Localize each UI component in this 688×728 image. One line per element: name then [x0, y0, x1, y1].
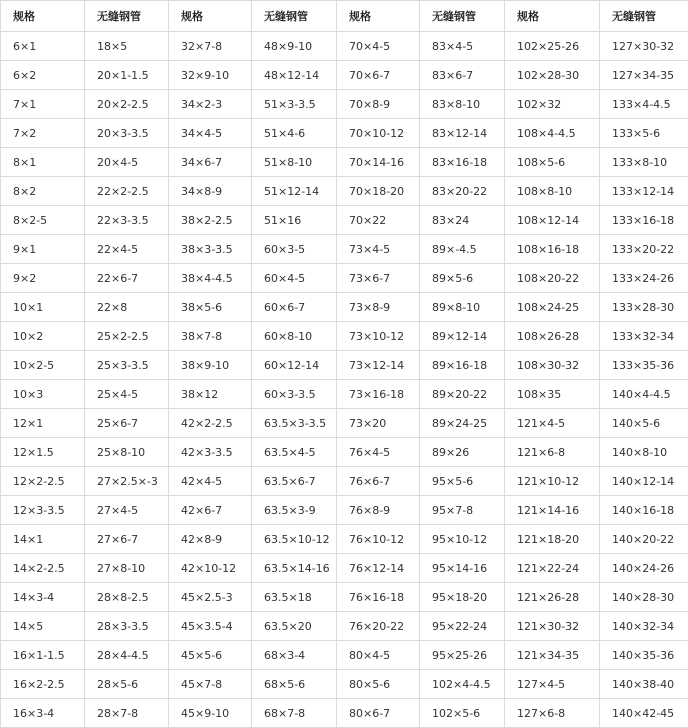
table-row	[1, 583, 688, 612]
spec-cell: 73×20	[337, 409, 420, 438]
table-row	[1, 32, 688, 61]
spec-cell: 9×2	[1, 264, 85, 293]
header-seamless-pipe: 无缝钢管	[600, 1, 688, 32]
seamless-pipe-cell: 102×4-4.5	[420, 670, 505, 699]
seamless-pipe-cell: 140×42-45	[600, 699, 688, 728]
seamless-pipe-cell: 89×8-10	[420, 293, 505, 322]
seamless-pipe-cell: 127×30-32	[600, 32, 688, 61]
spec-cell: 70×10-12	[337, 119, 420, 148]
spec-cell: 108×12-14	[505, 206, 600, 235]
seamless-pipe-cell: 95×25-26	[420, 641, 505, 670]
seamless-pipe-cell: 22×2-2.5	[85, 177, 169, 206]
spec-cell: 38×12	[169, 380, 252, 409]
seamless-pipe-cell: 95×18-20	[420, 583, 505, 612]
seamless-pipe-cell: 51×12-14	[252, 177, 337, 206]
header-seamless-pipe: 无缝钢管	[252, 1, 337, 32]
table-row	[1, 554, 688, 583]
spec-cell: 108×30-32	[505, 351, 600, 380]
spec-cell: 8×2-5	[1, 206, 85, 235]
spec-cell: 70×14-16	[337, 148, 420, 177]
spec-cell: 121×6-8	[505, 438, 600, 467]
table-row	[1, 409, 688, 438]
spec-cell: 45×2.5-3	[169, 583, 252, 612]
spec-cell: 34×4-5	[169, 119, 252, 148]
header-spec: 规格	[169, 1, 252, 32]
header-spec: 规格	[1, 1, 85, 32]
header-seamless-pipe: 无缝钢管	[420, 1, 505, 32]
seamless-pipe-cell: 22×8	[85, 293, 169, 322]
header-spec: 规格	[337, 1, 420, 32]
seamless-pipe-cell: 133×8-10	[600, 148, 688, 177]
seamless-pipe-cell: 63.5×20	[252, 612, 337, 641]
table-row	[1, 322, 688, 351]
spec-cell: 121×26-28	[505, 583, 600, 612]
spec-cell: 42×2-2.5	[169, 409, 252, 438]
seamless-pipe-cell: 51×4-6	[252, 119, 337, 148]
seamless-pipe-cell: 95×22-24	[420, 612, 505, 641]
spec-cell: 80×5-6	[337, 670, 420, 699]
seamless-pipe-cell: 28×7-8	[85, 699, 169, 728]
spec-cell: 102×28-30	[505, 61, 600, 90]
seamless-pipe-cell: 25×8-10	[85, 438, 169, 467]
spec-cell: 108×16-18	[505, 235, 600, 264]
table-row	[1, 61, 688, 90]
seamless-pipe-cell: 140×32-34	[600, 612, 688, 641]
header-spec: 规格	[505, 1, 600, 32]
spec-cell: 121×4-5	[505, 409, 600, 438]
table-row	[1, 467, 688, 496]
spec-cell: 108×35	[505, 380, 600, 409]
seamless-pipe-cell: 133×20-22	[600, 235, 688, 264]
spec-cell: 12×1	[1, 409, 85, 438]
spec-cell: 16×2-2.5	[1, 670, 85, 699]
seamless-pipe-cell: 28×5-6	[85, 670, 169, 699]
seamless-pipe-cell: 63.5×3-9	[252, 496, 337, 525]
seamless-pipe-cell: 60×12-14	[252, 351, 337, 380]
spec-cell: 16×3-4	[1, 699, 85, 728]
seamless-pipe-cell: 51×8-10	[252, 148, 337, 177]
seamless-pipe-cell: 127×34-35	[600, 61, 688, 90]
seamless-pipe-cell: 27×6-7	[85, 525, 169, 554]
seamless-pipe-cell: 63.5×10-12	[252, 525, 337, 554]
spec-cell: 108×4-4.5	[505, 119, 600, 148]
spec-cell: 12×1.5	[1, 438, 85, 467]
spec-cell: 32×7-8	[169, 32, 252, 61]
seamless-pipe-cell: 63.5×6-7	[252, 467, 337, 496]
spec-cell: 42×10-12	[169, 554, 252, 583]
seamless-pipe-cell: 133×32-34	[600, 322, 688, 351]
spec-cell: 121×10-12	[505, 467, 600, 496]
table-row	[1, 438, 688, 467]
spec-cell: 12×2-2.5	[1, 467, 85, 496]
seamless-pipe-cell: 102×5-6	[420, 699, 505, 728]
spec-cell: 76×4-5	[337, 438, 420, 467]
seamless-pipe-cell: 28×8-2.5	[85, 583, 169, 612]
spec-cell: 73×16-18	[337, 380, 420, 409]
seamless-pipe-cell: 140×16-18	[600, 496, 688, 525]
seamless-pipe-cell: 140×38-40	[600, 670, 688, 699]
spec-cell: 14×5	[1, 612, 85, 641]
spec-cell: 14×3-4	[1, 583, 85, 612]
seamless-pipe-cell: 133×35-36	[600, 351, 688, 380]
table-header	[1, 1, 688, 32]
table-row	[1, 264, 688, 293]
seamless-pipe-cell: 83×20-22	[420, 177, 505, 206]
table-row	[1, 235, 688, 264]
seamless-pipe-cell: 140×35-36	[600, 641, 688, 670]
seamless-pipe-cell: 51×16	[252, 206, 337, 235]
spec-cell: 10×2	[1, 322, 85, 351]
seamless-pipe-cell: 140×24-26	[600, 554, 688, 583]
spec-cell: 76×6-7	[337, 467, 420, 496]
seamless-pipe-cell: 63.5×18	[252, 583, 337, 612]
seamless-pipe-cell: 140×5-6	[600, 409, 688, 438]
spec-cell: 70×6-7	[337, 61, 420, 90]
table-row	[1, 351, 688, 380]
table-row	[1, 525, 688, 554]
spec-cell: 108×26-28	[505, 322, 600, 351]
spec-cell: 10×1	[1, 293, 85, 322]
header-seamless-pipe: 无缝钢管	[85, 1, 169, 32]
seamless-pipe-cell: 20×2-2.5	[85, 90, 169, 119]
seamless-pipe-cell: 22×4-5	[85, 235, 169, 264]
seamless-pipe-cell: 140×8-10	[600, 438, 688, 467]
spec-cell: 108×20-22	[505, 264, 600, 293]
seamless-pipe-cell: 133×24-26	[600, 264, 688, 293]
spec-cell: 38×9-10	[169, 351, 252, 380]
seamless-pipe-cell: 95×14-16	[420, 554, 505, 583]
table-body	[1, 32, 688, 728]
spec-cell: 32×9-10	[169, 61, 252, 90]
table-row	[1, 177, 688, 206]
spec-cell: 76×8-9	[337, 496, 420, 525]
seamless-pipe-cell: 51×3-3.5	[252, 90, 337, 119]
seamless-pipe-cell: 133×16-18	[600, 206, 688, 235]
spec-cell: 10×3	[1, 380, 85, 409]
seamless-pipe-cell: 27×8-10	[85, 554, 169, 583]
spec-cell: 73×4-5	[337, 235, 420, 264]
spec-cell: 70×18-20	[337, 177, 420, 206]
seamless-pipe-cell: 140×20-22	[600, 525, 688, 554]
seamless-pipe-cell: 83×16-18	[420, 148, 505, 177]
table-row	[1, 670, 688, 699]
seamless-pipe-cell: 63.5×3-3.5	[252, 409, 337, 438]
spec-cell: 45×7-8	[169, 670, 252, 699]
spec-cell: 76×10-12	[337, 525, 420, 554]
spec-cell: 102×25-26	[505, 32, 600, 61]
seamless-pipe-cell: 25×6-7	[85, 409, 169, 438]
table-row	[1, 641, 688, 670]
spec-cell: 76×12-14	[337, 554, 420, 583]
spec-cell: 121×30-32	[505, 612, 600, 641]
spec-cell: 10×2-5	[1, 351, 85, 380]
spec-cell: 42×6-7	[169, 496, 252, 525]
table-row	[1, 206, 688, 235]
seamless-pipe-cell: 133×5-6	[600, 119, 688, 148]
seamless-pipe-cell: 89×12-14	[420, 322, 505, 351]
seamless-pipe-cell: 140×12-14	[600, 467, 688, 496]
seamless-pipe-cell: 63.5×14-16	[252, 554, 337, 583]
seamless-pipe-cell: 133×12-14	[600, 177, 688, 206]
seamless-pipe-cell: 68×7-8	[252, 699, 337, 728]
spec-cell: 34×2-3	[169, 90, 252, 119]
spec-cell: 73×6-7	[337, 264, 420, 293]
seamless-pipe-cell: 63.5×4-5	[252, 438, 337, 467]
seamless-pipe-cell: 133×28-30	[600, 293, 688, 322]
spec-cell: 38×3-3.5	[169, 235, 252, 264]
spec-cell: 16×1-1.5	[1, 641, 85, 670]
seamless-pipe-cell: 83×6-7	[420, 61, 505, 90]
seamless-pipe-cell: 83×4-5	[420, 32, 505, 61]
seamless-pipe-cell: 18×5	[85, 32, 169, 61]
table-row	[1, 119, 688, 148]
spec-cell: 73×12-14	[337, 351, 420, 380]
spec-cell: 14×2-2.5	[1, 554, 85, 583]
spec-cell: 6×1	[1, 32, 85, 61]
seamless-pipe-cell: 60×6-7	[252, 293, 337, 322]
seamless-pipe-cell: 83×8-10	[420, 90, 505, 119]
spec-cell: 73×8-9	[337, 293, 420, 322]
table-row	[1, 612, 688, 641]
spec-cell: 42×8-9	[169, 525, 252, 554]
spec-cell: 108×24-25	[505, 293, 600, 322]
seamless-pipe-cell: 95×10-12	[420, 525, 505, 554]
spec-cell: 121×18-20	[505, 525, 600, 554]
spec-cell: 34×6-7	[169, 148, 252, 177]
table-row	[1, 90, 688, 119]
table-row	[1, 148, 688, 177]
seamless-pipe-cell: 20×3-3.5	[85, 119, 169, 148]
spec-cell: 8×2	[1, 177, 85, 206]
spec-cell: 38×2-2.5	[169, 206, 252, 235]
table-row	[1, 380, 688, 409]
spec-cell: 42×4-5	[169, 467, 252, 496]
seamless-pipe-cell: 60×3-5	[252, 235, 337, 264]
spec-cell: 76×20-22	[337, 612, 420, 641]
seamless-pipe-cell: 60×8-10	[252, 322, 337, 351]
spec-cell: 127×6-8	[505, 699, 600, 728]
spec-cell: 70×8-9	[337, 90, 420, 119]
seamless-pipe-cell: 89×-4.5	[420, 235, 505, 264]
spec-cell: 73×10-12	[337, 322, 420, 351]
spec-cell: 80×6-7	[337, 699, 420, 728]
spec-cell: 7×1	[1, 90, 85, 119]
spec-cell: 121×22-24	[505, 554, 600, 583]
spec-cell: 45×9-10	[169, 699, 252, 728]
spec-cell: 102×32	[505, 90, 600, 119]
seamless-pipe-cell: 28×4-4.5	[85, 641, 169, 670]
seamless-pipe-cell: 60×4-5	[252, 264, 337, 293]
seamless-pipe-cell: 89×16-18	[420, 351, 505, 380]
spec-cell: 45×3.5-4	[169, 612, 252, 641]
spec-cell: 121×14-16	[505, 496, 600, 525]
seamless-pipe-cell: 140×28-30	[600, 583, 688, 612]
spec-cell: 80×4-5	[337, 641, 420, 670]
spec-cell: 6×2	[1, 61, 85, 90]
spec-cell: 7×2	[1, 119, 85, 148]
seamless-pipe-cell: 25×4-5	[85, 380, 169, 409]
spec-cell: 70×4-5	[337, 32, 420, 61]
spec-cell: 38×7-8	[169, 322, 252, 351]
seamless-pipe-cell: 27×4-5	[85, 496, 169, 525]
spec-cell: 45×5-6	[169, 641, 252, 670]
seamless-pipe-cell: 89×20-22	[420, 380, 505, 409]
spec-cell: 42×3-3.5	[169, 438, 252, 467]
spec-cell: 121×34-35	[505, 641, 600, 670]
seamless-pipe-cell: 68×3-4	[252, 641, 337, 670]
spec-cell: 9×1	[1, 235, 85, 264]
table-row	[1, 699, 688, 728]
spec-cell: 8×1	[1, 148, 85, 177]
spec-cell: 34×8-9	[169, 177, 252, 206]
header-row	[1, 1, 688, 32]
spec-cell: 14×1	[1, 525, 85, 554]
table-row	[1, 496, 688, 525]
seamless-pipe-cell: 48×12-14	[252, 61, 337, 90]
seamless-pipe-cell: 27×2.5×-3	[85, 467, 169, 496]
seamless-pipe-cell: 60×3-3.5	[252, 380, 337, 409]
seamless-pipe-cell: 95×7-8	[420, 496, 505, 525]
seamless-pipe-cell: 22×3-3.5	[85, 206, 169, 235]
seamless-pipe-cell: 95×5-6	[420, 467, 505, 496]
spec-cell: 38×4-4.5	[169, 264, 252, 293]
table-row	[1, 293, 688, 322]
spec-cell: 70×22	[337, 206, 420, 235]
spec-cell: 108×8-10	[505, 177, 600, 206]
seamless-pipe-cell: 25×3-3.5	[85, 351, 169, 380]
seamless-pipe-cell: 133×4-4.5	[600, 90, 688, 119]
spec-cell: 127×4-5	[505, 670, 600, 699]
seamless-pipe-cell: 20×4-5	[85, 148, 169, 177]
seamless-pipe-cell: 20×1-1.5	[85, 61, 169, 90]
seamless-pipe-cell: 68×5-6	[252, 670, 337, 699]
seamless-pipe-cell: 83×24	[420, 206, 505, 235]
seamless-pipe-cell: 48×9-10	[252, 32, 337, 61]
spec-cell: 38×5-6	[169, 293, 252, 322]
seamless-pipe-cell: 25×2-2.5	[85, 322, 169, 351]
seamless-pipe-cell: 83×12-14	[420, 119, 505, 148]
seamless-pipe-cell: 140×4-4.5	[600, 380, 688, 409]
spec-cell: 76×16-18	[337, 583, 420, 612]
seamless-pipe-cell: 89×26	[420, 438, 505, 467]
seamless-pipe-cell: 22×6-7	[85, 264, 169, 293]
seamless-pipe-cell: 89×24-25	[420, 409, 505, 438]
seamless-pipe-cell: 89×5-6	[420, 264, 505, 293]
spec-cell: 108×5-6	[505, 148, 600, 177]
spec-cell: 12×3-3.5	[1, 496, 85, 525]
seamless-pipe-cell: 28×3-3.5	[85, 612, 169, 641]
